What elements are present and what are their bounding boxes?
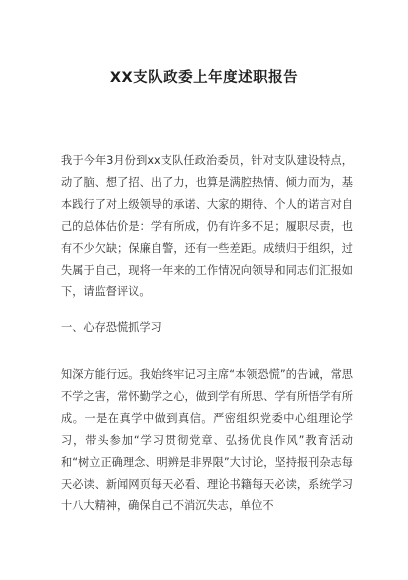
section-heading: 一、心存恐慌抓学习	[61, 321, 162, 334]
section-paragraph: 知深方能行远。我始终牢记习主席“本领恐慌”的告诫，常思不学之害，常怀勤学之心，做到学有所思、学有所悟学有所成。一是在真学中做到真信。严密组织党委中心组理论学习，带头参加“学习贯彻党章、弘扬优良作风”教育活动和“树立正确理念、明辨是非界限”大讨论，坚持报刊杂志每天必读、新闻网页每天必看、理论书籍每天必读，系统学习十八大精神，确保自己不消沉失志，单位不	[61, 368, 353, 513]
document-title: XX支队政委上年度述职报告	[109, 70, 299, 86]
intro-paragraph: 我于今年3月份到xx支队任政治委员，针对支队建设特点，动了脑、想了招、出了力，也算是满腔热情、倾力而为，基本践行了对上级领导的承诺、大家的期待、个人的诺言对自己的总体估价是：学有所成，仍有许多不足；履职尽责，也有不少欠缺；保廉自警，还有一些差距。成绩归于组织，过失属于自己，现将一年来的工作情况向领导和同志们汇报如下，请监督评议。	[61, 154, 353, 299]
